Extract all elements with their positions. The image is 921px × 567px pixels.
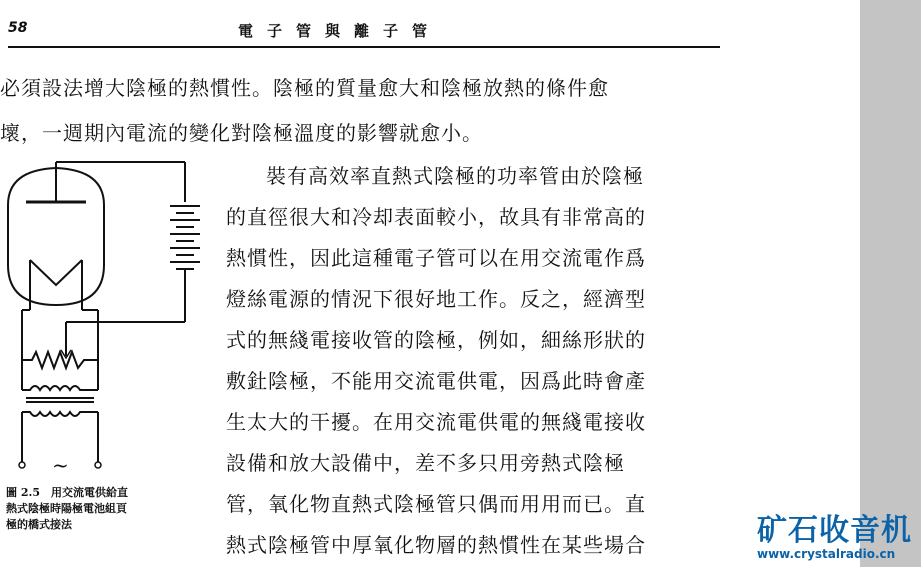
- caption-line-1: 圖 2.5 用交流電供給直: [6, 486, 128, 499]
- circuit-diagram: [0, 150, 215, 480]
- watermark-logo-text: 矿石收音机: [757, 513, 912, 548]
- page-header: [8, 20, 720, 42]
- paragraph-line-4: 燈絲電源的情況下很好地工作。反之，經濟型: [226, 287, 646, 311]
- potentiometer: [22, 352, 98, 368]
- running-title: 電子管與離子管: [238, 22, 442, 40]
- battery-icon: [170, 206, 200, 269]
- scan-margin: [860, 0, 921, 567]
- circuit-diagram-svg: [0, 150, 215, 480]
- paragraph-line-7: 生太大的干擾。在用交流電供電的無綫電接收: [226, 410, 646, 434]
- watermark-logo: [735, 505, 921, 567]
- paragraph-line-3: 熱慣性，因此這種電子管可以在用交流電作爲: [226, 246, 646, 270]
- caption-line-2: 熱式陰極時陽極電池組頁: [6, 502, 127, 515]
- figure-caption: [6, 485, 216, 533]
- paragraph-line-8: 設備和放大設備中，差不多只用旁熱式陰極: [226, 451, 625, 475]
- ac-symbol: ~: [52, 453, 69, 477]
- paragraph-line-2: 的直徑很大和冷却表面較小，故具有非常高的: [226, 205, 646, 229]
- paragraph: [226, 156, 726, 566]
- paragraph-line-9: 管，氧化物直熱式陰極管只偶而用用而已。直: [226, 492, 646, 516]
- paragraph-line-6: 敷釷陰極，不能用交流電供電，因爲此時會產: [226, 369, 646, 393]
- header-rule: [8, 46, 720, 48]
- text-line-2: 壞，一週期內電流的變化對陰極溫度的影響就愈小。: [0, 121, 483, 145]
- page-number: 58: [8, 20, 28, 36]
- text-line-1: 必須設法增大陰極的熱慣性。陰極的質量愈大和陰極放熱的條件愈: [0, 76, 609, 100]
- transformer-secondary: [22, 386, 98, 390]
- paragraph-line-1: 裝有高效率直熱式陰極的功率管由於陰極: [266, 164, 644, 188]
- watermark-url: www.crystalradio.cn: [757, 547, 896, 561]
- caption-line-3: 極的橋式接法: [6, 518, 72, 531]
- filament: [30, 260, 82, 285]
- transformer-primary: [22, 412, 98, 416]
- paragraph-line-5: 式的無綫電接收管的陰極，例如，細絲形狀的: [226, 328, 646, 352]
- paragraph-line-10: 熱式陰極管中厚氧化物層的熱慣性在某些場合: [226, 533, 646, 557]
